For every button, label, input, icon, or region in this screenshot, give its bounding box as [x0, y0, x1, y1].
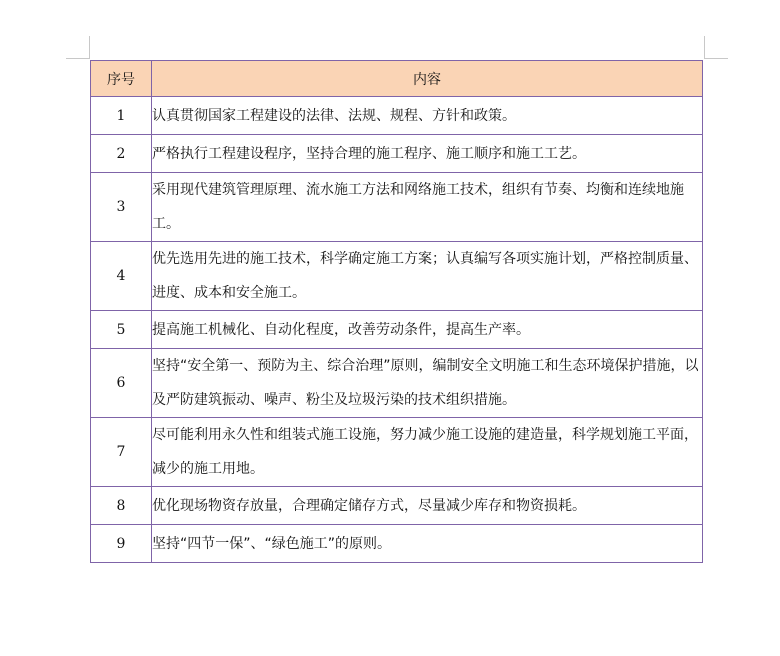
table-row: [91, 349, 703, 418]
row-content: 坚持“安全第一、预防为主、综合治理”原则，编制安全文明施工和生态环境保护措施，以及严防建筑振动、噪声、粉尘及垃圾污染的技术组织措施。: [152, 349, 703, 418]
table-row: [91, 242, 703, 311]
crop-mark-left-vertical: [89, 36, 90, 58]
crop-mark-right-horizontal: [704, 58, 728, 59]
header-content: 内容: [152, 61, 703, 97]
row-number: 4: [91, 242, 152, 311]
row-content: 提高施工机械化、自动化程度，改善劳动条件，提高生产率。: [152, 311, 703, 349]
row-content: 优化现场物资存放量，合理确定储存方式，尽量减少库存和物资损耗。: [152, 487, 703, 525]
crop-mark-right-vertical: [704, 36, 705, 58]
table-row: [91, 487, 703, 525]
table-row: [91, 173, 703, 242]
row-number: 9: [91, 525, 152, 563]
row-content: 尽可能利用永久性和组装式施工设施，努力减少施工设施的建造量，科学规划施工平面，减少的施工用地。: [152, 418, 703, 487]
principles-table: [90, 60, 703, 563]
table-row: [91, 311, 703, 349]
row-number: 7: [91, 418, 152, 487]
row-content: 认真贯彻国家工程建设的法律、法规、规程、方针和政策。: [152, 97, 703, 135]
table-row: [91, 97, 703, 135]
row-content: 采用现代建筑管理原理、流水施工方法和网络施工技术，组织有节奏、均衡和连续地施工。: [152, 173, 703, 242]
row-number: 6: [91, 349, 152, 418]
table-row: [91, 418, 703, 487]
row-number: 1: [91, 97, 152, 135]
header-number: 序号: [91, 61, 152, 97]
row-number: 3: [91, 173, 152, 242]
row-number: 8: [91, 487, 152, 525]
row-number: 2: [91, 135, 152, 173]
table-header-row: [91, 61, 703, 97]
row-number: 5: [91, 311, 152, 349]
row-content: 坚持“四节一保”、“绿色施工”的原则。: [152, 525, 703, 563]
table-row: [91, 135, 703, 173]
row-content: 严格执行工程建设程序，坚持合理的施工程序、施工顺序和施工工艺。: [152, 135, 703, 173]
table-row: [91, 525, 703, 563]
row-content: 优先选用先进的施工技术，科学确定施工方案；认真编写各项实施计划，严格控制质量、进度、成本和安全施工。: [152, 242, 703, 311]
crop-mark-left-horizontal: [66, 58, 90, 59]
